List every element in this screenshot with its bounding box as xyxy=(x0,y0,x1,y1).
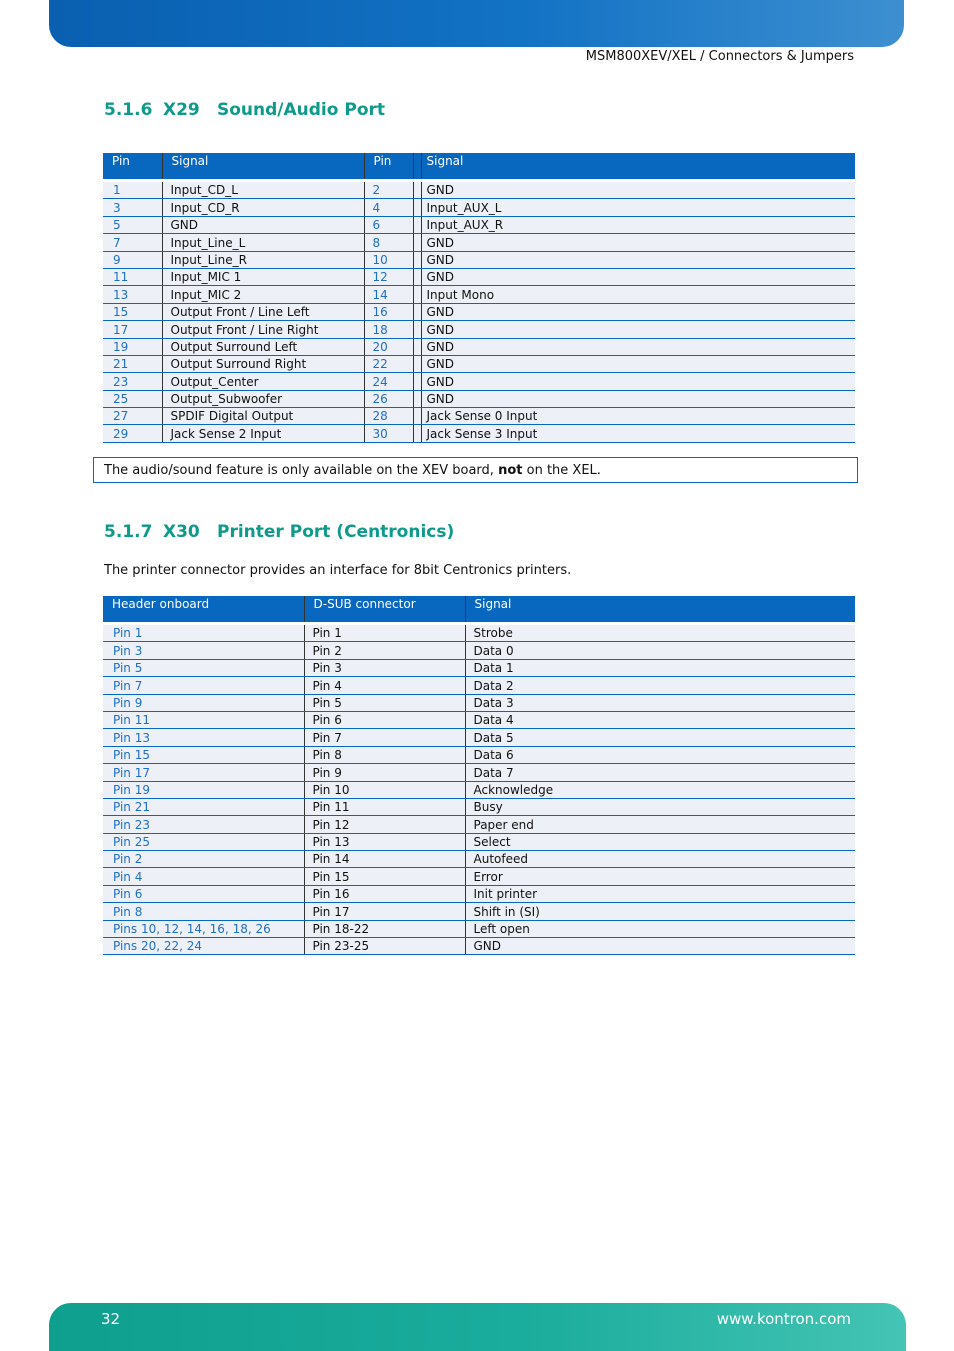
header-pin-cell: Pin 7 xyxy=(103,677,304,694)
table-row xyxy=(103,816,855,833)
signal-cell: GND xyxy=(162,216,364,233)
page-number: 32 xyxy=(101,1310,121,1328)
header-pin-cell: Pin 1 xyxy=(103,625,304,642)
table-row xyxy=(103,390,855,407)
signal-cell: GND xyxy=(421,390,855,407)
section-number: 5.1.6 xyxy=(104,100,153,120)
pin-number-cell: 12 xyxy=(364,268,413,285)
dsub-pin-cell: Pin 18-22 xyxy=(304,920,465,937)
signal-cell: Input_MIC 2 xyxy=(162,286,364,303)
dsub-pin-cell: Pin 7 xyxy=(304,729,465,746)
note-text: The audio/sound feature is only available on the XEV board, xyxy=(104,463,499,478)
signal-cell: Data 5 xyxy=(465,729,855,746)
pin-number-cell: 1 xyxy=(103,182,162,199)
signal-cell: Output Front / Line Right xyxy=(162,321,364,338)
table-header-row xyxy=(103,596,855,622)
pin-number-cell: 22 xyxy=(364,355,413,372)
dsub-pin-cell: Pin 3 xyxy=(304,659,465,676)
table-row xyxy=(103,303,855,320)
table-row xyxy=(103,938,855,955)
section-connector-id: X30 xyxy=(163,522,200,542)
signal-cell: GND xyxy=(465,938,855,955)
header-pin-cell: Pin 23 xyxy=(103,816,304,833)
table-row xyxy=(103,711,855,728)
signal-cell: Shift in (SI) xyxy=(465,903,855,920)
x29-pin-table xyxy=(103,153,855,443)
header-pin-cell: Pin 5 xyxy=(103,659,304,676)
table-header-row xyxy=(103,153,855,179)
table-row xyxy=(103,182,855,199)
section-number: 5.1.7 xyxy=(104,522,153,542)
header-pin-cell: Pin 13 xyxy=(103,729,304,746)
signal-cell: Jack Sense 2 Input xyxy=(162,425,364,442)
pin-number-cell: 28 xyxy=(364,408,413,425)
header-pin-cell: Pin 6 xyxy=(103,885,304,902)
dsub-pin-cell: Pin 15 xyxy=(304,868,465,885)
header-pin-cell: Pins 20, 22, 24 xyxy=(103,938,304,955)
signal-cell: Busy xyxy=(465,798,855,815)
pin-number-cell: 26 xyxy=(364,390,413,407)
section-heading-x29 xyxy=(104,100,385,120)
divider-cell xyxy=(413,199,421,216)
header-pin-cell: Pin 11 xyxy=(103,711,304,728)
divider-cell xyxy=(413,268,421,285)
pin-number-cell: 10 xyxy=(364,251,413,268)
header-pin-cell: Pin 3 xyxy=(103,642,304,659)
divider-cell xyxy=(413,234,421,251)
signal-cell: Jack Sense 0 Input xyxy=(421,408,855,425)
table-row xyxy=(103,798,855,815)
signal-cell: Input_CD_L xyxy=(162,182,364,199)
signal-cell: Init printer xyxy=(465,885,855,902)
divider-cell xyxy=(413,408,421,425)
dsub-pin-cell: Pin 6 xyxy=(304,711,465,728)
signal-cell: Output_Subwoofer xyxy=(162,390,364,407)
signal-cell: Input Mono xyxy=(421,286,855,303)
table-row xyxy=(103,268,855,285)
pin-number-cell: 17 xyxy=(103,321,162,338)
table-row xyxy=(103,251,855,268)
signal-cell: Strobe xyxy=(465,625,855,642)
signal-cell: Input_AUX_L xyxy=(421,199,855,216)
dsub-pin-cell: Pin 17 xyxy=(304,903,465,920)
header-pin-cell: Pin 2 xyxy=(103,851,304,868)
table-row xyxy=(103,764,855,781)
table-row xyxy=(103,338,855,355)
header-pin-cell: Pin 4 xyxy=(103,868,304,885)
table-row xyxy=(103,659,855,676)
signal-cell: Output Surround Left xyxy=(162,338,364,355)
divider-cell xyxy=(413,251,421,268)
dsub-pin-cell: Pin 9 xyxy=(304,764,465,781)
top-banner xyxy=(49,0,904,47)
signal-cell: GND xyxy=(421,321,855,338)
column-header: Signal xyxy=(421,153,855,179)
signal-cell: Input_CD_R xyxy=(162,199,364,216)
column-header: Pin xyxy=(364,153,413,179)
signal-cell: GND xyxy=(421,182,855,199)
header-pin-cell: Pin 9 xyxy=(103,694,304,711)
pin-number-cell: 6 xyxy=(364,216,413,233)
table-row xyxy=(103,694,855,711)
signal-cell: Input_MIC 1 xyxy=(162,268,364,285)
header-pin-cell: Pin 19 xyxy=(103,781,304,798)
signal-cell: Jack Sense 3 Input xyxy=(421,425,855,442)
table-row xyxy=(103,833,855,850)
pin-number-cell: 2 xyxy=(364,182,413,199)
table-row xyxy=(103,851,855,868)
table-row xyxy=(103,408,855,425)
signal-cell: Data 3 xyxy=(465,694,855,711)
signal-cell: GND xyxy=(421,268,855,285)
dsub-pin-cell: Pin 23-25 xyxy=(304,938,465,955)
pin-number-cell: 5 xyxy=(103,216,162,233)
column-header: Signal xyxy=(162,153,364,179)
divider-cell xyxy=(413,303,421,320)
pin-number-cell: 30 xyxy=(364,425,413,442)
signal-cell: GND xyxy=(421,338,855,355)
pin-number-cell: 15 xyxy=(103,303,162,320)
header-pin-cell: Pin 15 xyxy=(103,746,304,763)
pin-number-cell: 25 xyxy=(103,390,162,407)
pin-number-cell: 24 xyxy=(364,373,413,390)
divider-cell xyxy=(413,182,421,199)
table-row xyxy=(103,729,855,746)
website-link[interactable]: www.kontron.com xyxy=(716,1310,851,1328)
header-pin-cell: Pins 10, 12, 14, 16, 18, 26 xyxy=(103,920,304,937)
section-heading-x30 xyxy=(104,522,454,542)
signal-cell: Data 6 xyxy=(465,746,855,763)
signal-cell: Data 0 xyxy=(465,642,855,659)
x30-pin-table xyxy=(103,596,855,955)
table-row xyxy=(103,677,855,694)
header-pin-cell: Pin 8 xyxy=(103,903,304,920)
dsub-pin-cell: Pin 1 xyxy=(304,625,465,642)
signal-cell: Left open xyxy=(465,920,855,937)
signal-cell: Data 2 xyxy=(465,677,855,694)
note-emphasis: not xyxy=(498,463,523,478)
section-connector-id: X29 xyxy=(163,100,200,120)
pin-number-cell: 29 xyxy=(103,425,162,442)
table-row xyxy=(103,355,855,372)
signal-cell: Paper end xyxy=(465,816,855,833)
table-row xyxy=(103,286,855,303)
dsub-pin-cell: Pin 5 xyxy=(304,694,465,711)
table-row xyxy=(103,868,855,885)
signal-cell: Data 4 xyxy=(465,711,855,728)
pin-number-cell: 7 xyxy=(103,234,162,251)
signal-cell: Data 7 xyxy=(465,764,855,781)
signal-cell: Select xyxy=(465,833,855,850)
column-header: Signal xyxy=(465,596,855,622)
signal-cell: Error xyxy=(465,868,855,885)
table-row xyxy=(103,903,855,920)
pin-number-cell: 21 xyxy=(103,355,162,372)
running-header: MSM800XEV/XEL / Connectors & Jumpers xyxy=(585,49,854,64)
table-row xyxy=(103,425,855,442)
note-text-end: on the XEL. xyxy=(522,463,601,478)
pin-number-cell: 20 xyxy=(364,338,413,355)
dsub-pin-cell: Pin 8 xyxy=(304,746,465,763)
divider-cell xyxy=(413,425,421,442)
column-divider xyxy=(413,153,421,179)
pin-number-cell: 23 xyxy=(103,373,162,390)
dsub-pin-cell: Pin 4 xyxy=(304,677,465,694)
signal-cell: Input_Line_L xyxy=(162,234,364,251)
signal-cell: Data 1 xyxy=(465,659,855,676)
column-header: Header onboard xyxy=(103,596,304,622)
table-row xyxy=(103,234,855,251)
table-row xyxy=(103,781,855,798)
pin-number-cell: 8 xyxy=(364,234,413,251)
divider-cell xyxy=(413,321,421,338)
dsub-pin-cell: Pin 10 xyxy=(304,781,465,798)
table-row xyxy=(103,642,855,659)
table-row xyxy=(103,373,855,390)
signal-cell: Output_Center xyxy=(162,373,364,390)
table-row xyxy=(103,920,855,937)
section-title: Printer Port (Centronics) xyxy=(217,522,455,542)
pin-number-cell: 19 xyxy=(103,338,162,355)
divider-cell xyxy=(413,390,421,407)
pin-number-cell: 27 xyxy=(103,408,162,425)
table-row xyxy=(103,625,855,642)
section-intro: The printer connector provides an interface for 8bit Centronics printers. xyxy=(104,563,572,578)
dsub-pin-cell: Pin 12 xyxy=(304,816,465,833)
pin-number-cell: 18 xyxy=(364,321,413,338)
pin-number-cell: 14 xyxy=(364,286,413,303)
pin-number-cell: 4 xyxy=(364,199,413,216)
dsub-pin-cell: Pin 16 xyxy=(304,885,465,902)
column-header: D-SUB connector xyxy=(304,596,465,622)
dsub-pin-cell: Pin 13 xyxy=(304,833,465,850)
header-pin-cell: Pin 25 xyxy=(103,833,304,850)
signal-cell: Input_AUX_R xyxy=(421,216,855,233)
table-row xyxy=(103,746,855,763)
section-title: Sound/Audio Port xyxy=(217,100,386,120)
pin-number-cell: 13 xyxy=(103,286,162,303)
pin-number-cell: 11 xyxy=(103,268,162,285)
dsub-pin-cell: Pin 2 xyxy=(304,642,465,659)
header-pin-cell: Pin 21 xyxy=(103,798,304,815)
signal-cell: Acknowledge xyxy=(465,781,855,798)
column-header: Pin xyxy=(103,153,162,179)
signal-cell: GND xyxy=(421,303,855,320)
signal-cell: Output Surround Right xyxy=(162,355,364,372)
divider-cell xyxy=(413,373,421,390)
table-row xyxy=(103,885,855,902)
divider-cell xyxy=(413,338,421,355)
pin-number-cell: 16 xyxy=(364,303,413,320)
signal-cell: SPDIF Digital Output xyxy=(162,408,364,425)
signal-cell: GND xyxy=(421,251,855,268)
signal-cell: GND xyxy=(421,234,855,251)
table-row xyxy=(103,216,855,233)
dsub-pin-cell: Pin 14 xyxy=(304,851,465,868)
pin-number-cell: 3 xyxy=(103,199,162,216)
signal-cell: Input_Line_R xyxy=(162,251,364,268)
divider-cell xyxy=(413,216,421,233)
table-row xyxy=(103,199,855,216)
divider-cell xyxy=(413,355,421,372)
divider-cell xyxy=(413,286,421,303)
pin-number-cell: 9 xyxy=(103,251,162,268)
note-box xyxy=(93,457,858,483)
signal-cell: GND xyxy=(421,373,855,390)
header-pin-cell: Pin 17 xyxy=(103,764,304,781)
signal-cell: Output Front / Line Left xyxy=(162,303,364,320)
signal-cell: Autofeed xyxy=(465,851,855,868)
dsub-pin-cell: Pin 11 xyxy=(304,798,465,815)
table-row xyxy=(103,321,855,338)
signal-cell: GND xyxy=(421,355,855,372)
